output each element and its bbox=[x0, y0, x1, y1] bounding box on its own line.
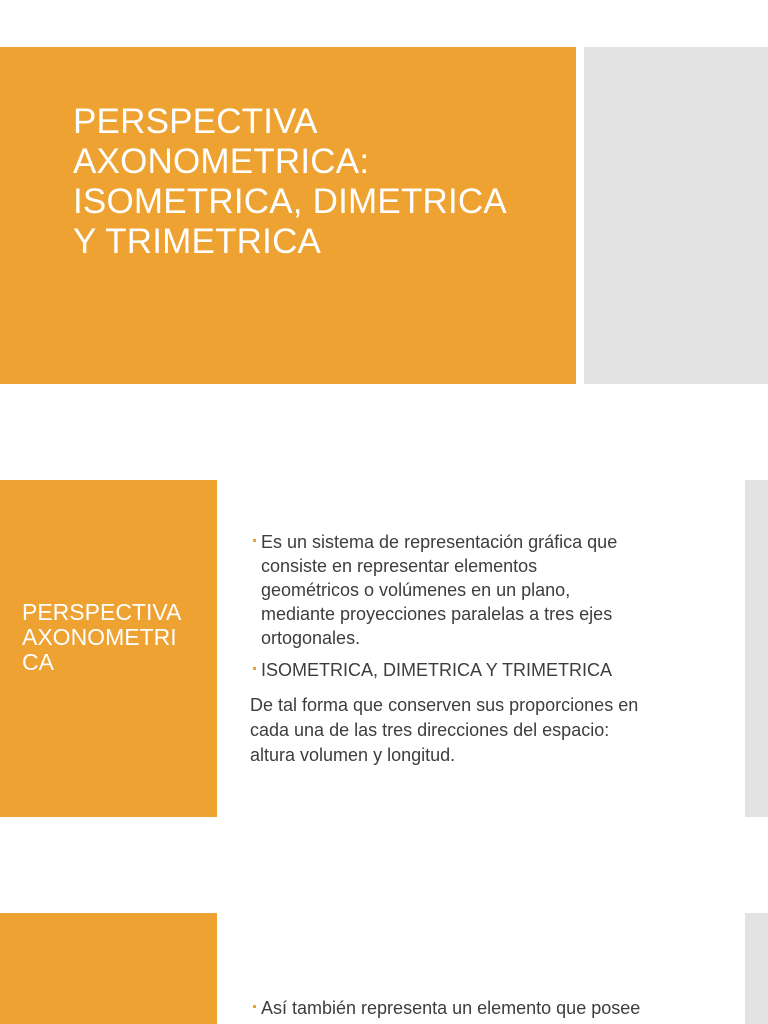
right-grey-strip bbox=[745, 913, 768, 1024]
bullet-square-icon bbox=[253, 1005, 256, 1008]
title-side-panel bbox=[584, 47, 768, 384]
bullet-text: Es un sistema de representación gráfica que consiste en representar elementos geométricos o volúmenes en un plano, mediante proyecciones paralelas a tres ejes ortogonales. bbox=[261, 532, 618, 648]
right-grey-strip bbox=[745, 480, 768, 817]
bullet-item bbox=[253, 658, 612, 682]
bullet-text: Así también representa un elemento que posee bbox=[261, 998, 641, 1018]
bullet-square-icon bbox=[253, 667, 256, 670]
heading-accent-panel bbox=[0, 913, 217, 1024]
slide-2 bbox=[0, 480, 768, 817]
slide-3 bbox=[0, 913, 768, 1024]
slide-title: PERSPECTIVA AXONOMETRICA: ISOMETRICA, DIMETRICA Y TRIMETRICA bbox=[73, 102, 507, 261]
slide-1 bbox=[0, 47, 768, 384]
bullet-item bbox=[253, 996, 640, 1020]
bullet-item bbox=[253, 530, 617, 650]
section-heading: PERSPECTIVA AXONOMETRI CA bbox=[22, 599, 182, 675]
bullet-square-icon bbox=[253, 539, 256, 542]
body-paragraph: De tal forma que conserven sus proporciones en cada una de las tres direcciones del espacio: altura volumen y longitud. bbox=[250, 695, 639, 765]
bullet-text: ISOMETRICA, DIMETRICA Y TRIMETRICA bbox=[261, 660, 613, 680]
